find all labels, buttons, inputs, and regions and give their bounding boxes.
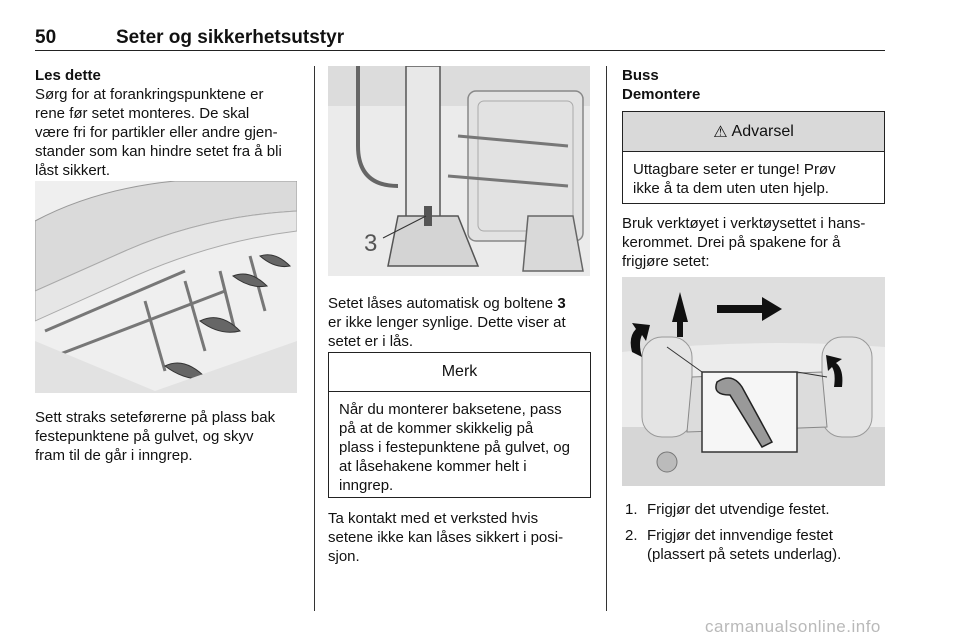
col1-intro-line: låst sikkert.: [35, 162, 111, 179]
seat-rail-illustration: [35, 181, 297, 393]
page-title: Seter og sikkerhetsutstyr: [116, 27, 345, 48]
section-heading-demontere: Demontere: [622, 86, 701, 103]
col1-intro-line: være fri for partikler eller andre gjen-: [35, 124, 278, 141]
warning-line: Uttagbare seter er tunge! Prøv: [633, 161, 836, 178]
figure-callout-3: 3: [364, 230, 378, 257]
col2-locks-line: Setet låses automatisk og boltene 3: [328, 295, 566, 312]
note-line: på at de kommer skikkelig på: [339, 420, 534, 437]
col3-tool-line: kerommet. Drei på spakene for å: [622, 234, 841, 251]
col1-intro-line: rene før setet monteres. De skal: [35, 105, 250, 122]
warning-triangle-icon: ⚠: [713, 123, 728, 141]
note-line: inngrep.: [339, 477, 394, 494]
warning-title: Advarsel: [731, 122, 794, 140]
list-item: [622, 500, 841, 519]
col3-tool-line: Bruk verktøyet i verktøysettet i hans-: [622, 215, 866, 232]
warning-line: ikke å ta dem uten uten hjelp.: [633, 180, 829, 197]
warning-body: [623, 152, 884, 198]
step-line: (plassert på setets underlag).: [647, 546, 842, 563]
step-number: 2.: [625, 527, 638, 544]
col1-after-line: Sett straks seteførerne på plass bak: [35, 409, 276, 426]
page-number: 50: [35, 27, 57, 48]
list-item: [622, 526, 841, 564]
callout-ref-3: 3: [557, 295, 566, 312]
col2-locks-text: [328, 294, 590, 351]
watermark: carmanualsonline.info: [705, 617, 881, 636]
seat-release-illustration: [622, 277, 885, 486]
col1-after-line: fram til de går i inngrep.: [35, 447, 193, 464]
note-line: at låsehakene kommer helt i: [339, 458, 527, 475]
col3-tool-line: frigjøre setet:: [622, 253, 710, 270]
warning-header: [623, 112, 884, 152]
note-box: [328, 352, 591, 498]
header-rule: [35, 50, 885, 51]
column-separator-1: [314, 66, 315, 611]
column-separator-2: [606, 66, 607, 611]
warning-box: [622, 111, 885, 204]
col1-intro-line: stander som kan hindre setet fra å bli: [35, 143, 282, 160]
col1-intro-line: Sørg for at forankringspunktene er: [35, 86, 264, 103]
note-title: Merk: [329, 353, 590, 392]
step-line: Frigjør det utvendige festet.: [647, 501, 830, 518]
seat-bolt-illustration: [328, 66, 590, 276]
col1-after-line: festepunktene på gulvet, og skyv: [35, 428, 254, 445]
col2-contact-line: sjon.: [328, 548, 360, 565]
col1-after-text: [35, 408, 305, 465]
col2-contact-line: Ta kontakt med et verksted hvis: [328, 510, 539, 527]
col2-contact-line: setene ikke kan låses sikkert i posi-: [328, 529, 564, 546]
col3-headings: [622, 66, 884, 104]
col2-locks-line: setet er i lås.: [328, 333, 414, 350]
note-body: [329, 392, 590, 495]
note-line: Når du monterer baksetene, pass: [339, 401, 562, 418]
col1-heading: Les dette: [35, 67, 101, 84]
section-heading-buss: Buss: [622, 67, 659, 84]
step-number: 1.: [625, 501, 638, 518]
col3-tool-text: [622, 214, 885, 271]
col2-locks-line: er ikke lenger synlige. Dette viser at: [328, 314, 566, 331]
release-steps-list: [622, 500, 841, 571]
note-line: plass i festepunktene på gulvet, og: [339, 439, 570, 456]
col1-text: [35, 66, 305, 180]
col2-contact-text: [328, 509, 590, 566]
step-line: Frigjør det innvendige festet: [647, 527, 833, 544]
